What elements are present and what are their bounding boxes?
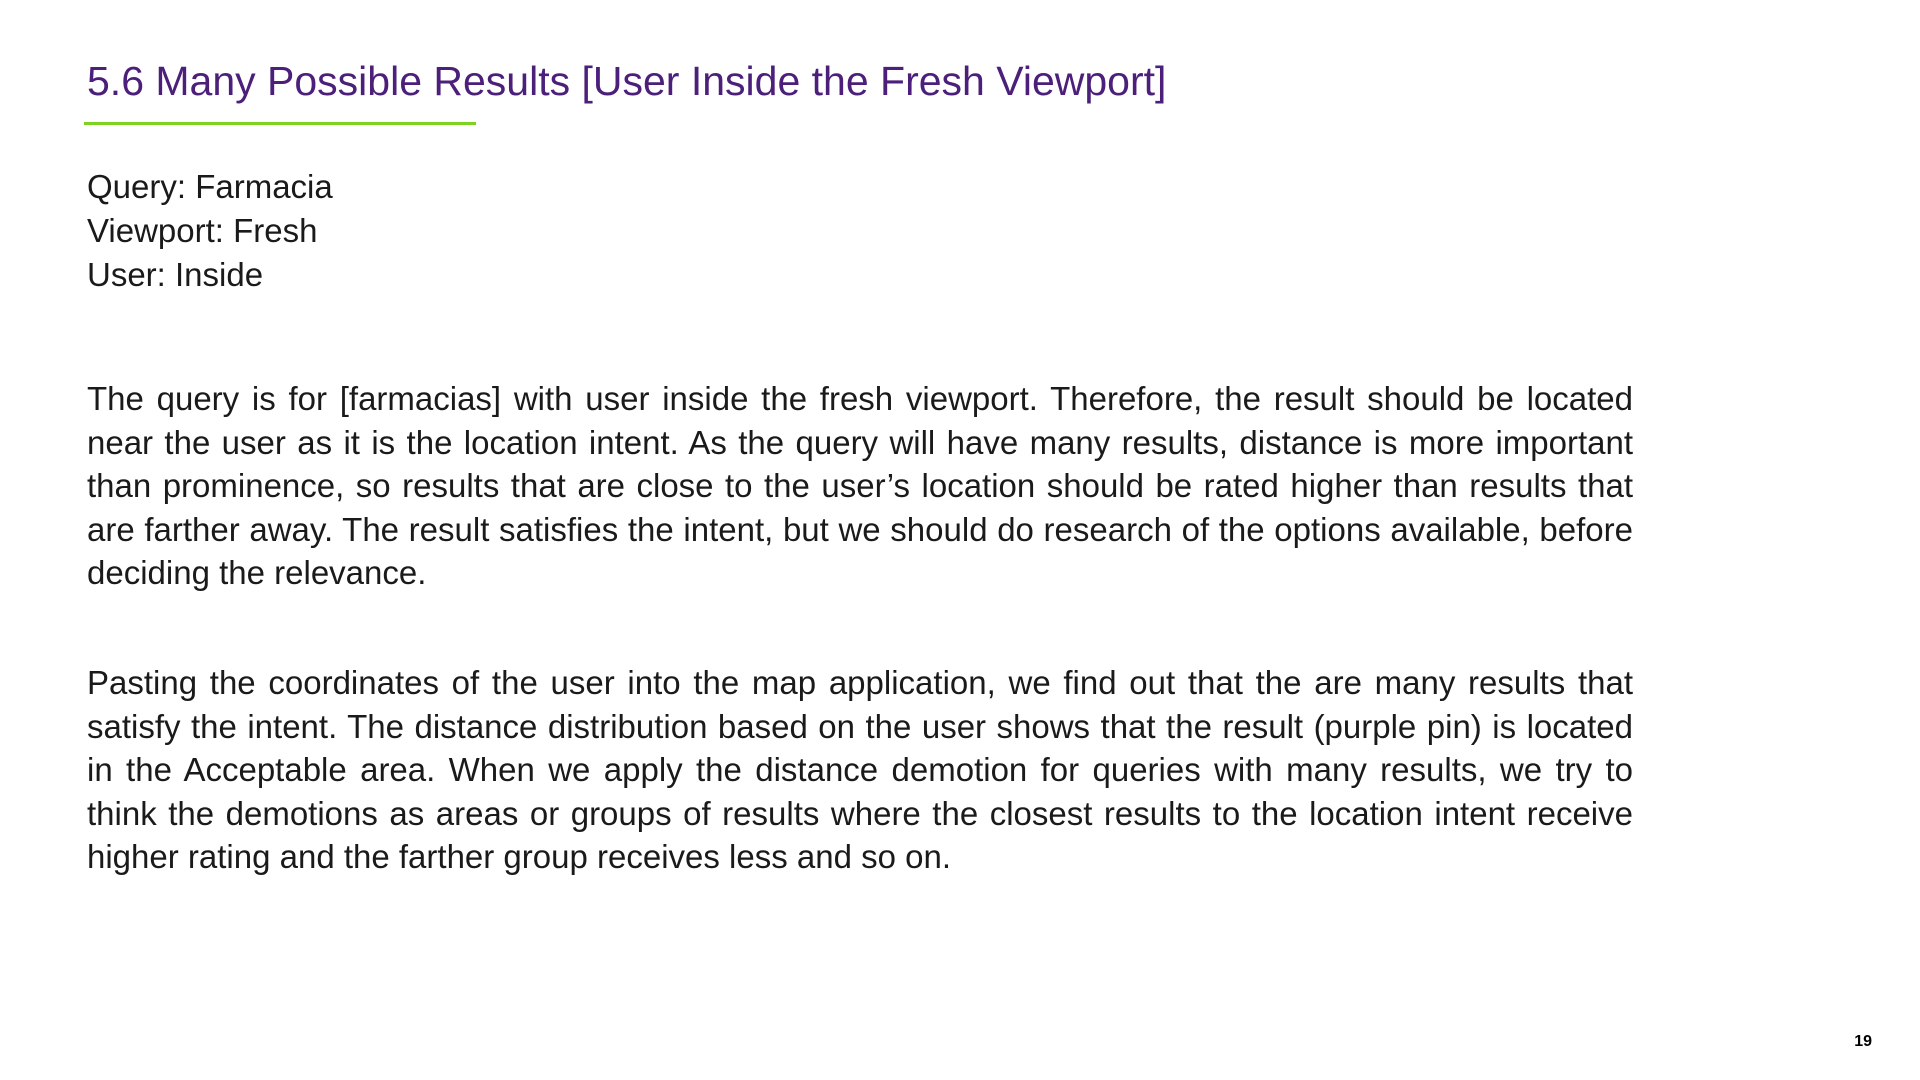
user-label: User: Inside — [87, 256, 264, 293]
query-label: Query: Farmacia — [87, 168, 333, 205]
slide-title: 5.6 Many Possible Results [User Inside the Fresh Viewport] — [87, 58, 1167, 104]
page-number: 19 — [1854, 1033, 1872, 1050]
viewport-label: Viewport: Fresh — [87, 212, 318, 249]
paragraph-intent: The query is for [farmacias] with user inside the fresh viewport. Therefore, the result should be located near the user as it is the location intent. As the query will have many results, distance is more important than prominence, so results that are close to the user’s location should be rated higher than results that are farther away. The result satisfies the intent, but we should do research of the options available, before deciding the relevance. — [87, 380, 1633, 591]
query-meta — [87, 165, 333, 297]
paragraph-distance: Pasting the coordinates of the user into the map application, we find out that the are many results that satisfy the intent. The distance distribution based on the user shows that the result (purple pin) is located in the Acceptable area. When we apply the distance demotion for queries with many results, we try to think the demotions as areas or groups of results where the closest results to the location intent receive higher rating and the farther group receives less and so on. — [87, 664, 1633, 875]
title-underline — [84, 122, 476, 125]
